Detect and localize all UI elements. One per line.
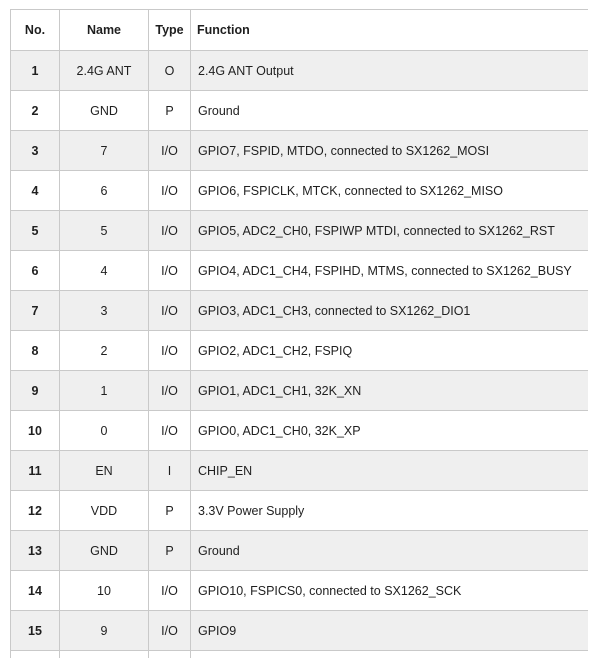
- cell-type: I/O: [149, 291, 191, 331]
- cell-type: P: [149, 91, 191, 131]
- cell-type: P: [149, 531, 191, 571]
- cell-type: I/O: [149, 571, 191, 611]
- cell-name: 7: [60, 131, 149, 171]
- cell-type: P: [149, 491, 191, 531]
- cell-no: 2: [11, 91, 60, 131]
- cell-function: GPIO10, FSPICS0, connected to SX1262_SCK: [191, 571, 589, 611]
- cell-no: 15: [11, 611, 60, 651]
- cell-name: EN: [60, 451, 149, 491]
- table-row: [11, 131, 589, 171]
- table-header-row: [11, 10, 589, 51]
- table-row: [11, 491, 589, 531]
- cell-function: GPIO3, ADC1_CH3, connected to SX1262_DIO1: [191, 291, 589, 331]
- cell-name: 4: [60, 251, 149, 291]
- cell-function: GPIO1, ADC1_CH1, 32K_XN: [191, 371, 589, 411]
- cell-no: [11, 651, 60, 658]
- cell-type: I/O: [149, 131, 191, 171]
- cell-type: I/O: [149, 411, 191, 451]
- cell-no: 12: [11, 491, 60, 531]
- cell-name: 1: [60, 371, 149, 411]
- cell-no: 13: [11, 531, 60, 571]
- cell-no: 7: [11, 291, 60, 331]
- cell-type: I/O: [149, 371, 191, 411]
- cell-name: 0: [60, 411, 149, 451]
- cell-no: 10: [11, 411, 60, 451]
- header-type: Type: [149, 10, 191, 51]
- cell-name: VDD: [60, 491, 149, 531]
- cell-no: 14: [11, 571, 60, 611]
- header-no: No.: [11, 10, 60, 51]
- cell-type: I/O: [149, 611, 191, 651]
- cell-name: 2: [60, 331, 149, 371]
- cell-function: GPIO5, ADC2_CH0, FSPIWP MTDI, connected to SX1262_RST: [191, 211, 589, 251]
- cell-name: 10: [60, 571, 149, 611]
- header-function: Function: [191, 10, 589, 51]
- cell-function: GPIO7, FSPID, MTDO, connected to SX1262_MOSI: [191, 131, 589, 171]
- table-row: [11, 91, 589, 131]
- cell-function: 2.4G ANT Output: [191, 51, 589, 91]
- cell-name: [60, 651, 149, 658]
- cell-function: Ground: [191, 91, 589, 131]
- table-row: [11, 171, 589, 211]
- cell-name: 3: [60, 291, 149, 331]
- cell-type: O: [149, 51, 191, 91]
- cell-function: GPIO4, ADC1_CH4, FSPIHD, MTMS, connected to SX1262_BUSY: [191, 251, 589, 291]
- cell-name: GND: [60, 91, 149, 131]
- table-row: [11, 211, 589, 251]
- cell-name: 6: [60, 171, 149, 211]
- table-row: [11, 651, 589, 658]
- cell-name: GND: [60, 531, 149, 571]
- cell-function: [191, 651, 589, 658]
- cell-type: I/O: [149, 171, 191, 211]
- cell-name: 5: [60, 211, 149, 251]
- cell-type: I/O: [149, 331, 191, 371]
- cell-type: I: [149, 451, 191, 491]
- cell-no: 11: [11, 451, 60, 491]
- table-row: [11, 571, 589, 611]
- table-row: [11, 331, 589, 371]
- cell-function: Ground: [191, 531, 589, 571]
- cell-function: GPIO2, ADC1_CH2, FSPIQ: [191, 331, 589, 371]
- cell-function: 3.3V Power Supply: [191, 491, 589, 531]
- cell-type: I/O: [149, 211, 191, 251]
- cell-no: 3: [11, 131, 60, 171]
- table-row: [11, 291, 589, 331]
- table-row: [11, 51, 589, 91]
- cell-no: 1: [11, 51, 60, 91]
- header-name: Name: [60, 10, 149, 51]
- table-row: [11, 531, 589, 571]
- pin-definition-table: [10, 9, 588, 658]
- table-body: [11, 51, 589, 658]
- cell-no: 4: [11, 171, 60, 211]
- table-row: [11, 411, 589, 451]
- cell-function: GPIO9: [191, 611, 589, 651]
- cell-type: [149, 651, 191, 658]
- cell-no: 9: [11, 371, 60, 411]
- table-row: [11, 251, 589, 291]
- cell-name: 9: [60, 611, 149, 651]
- cell-no: 8: [11, 331, 60, 371]
- cell-type: I/O: [149, 251, 191, 291]
- cell-no: 5: [11, 211, 60, 251]
- table-row: [11, 611, 589, 651]
- cell-name: 2.4G ANT: [60, 51, 149, 91]
- cell-no: 6: [11, 251, 60, 291]
- table-row: [11, 451, 589, 491]
- pin-table-container: [10, 9, 588, 658]
- cell-function: CHIP_EN: [191, 451, 589, 491]
- cell-function: GPIO6, FSPICLK, MTCK, connected to SX1262_MISO: [191, 171, 589, 211]
- table-row: [11, 371, 589, 411]
- cell-function: GPIO0, ADC1_CH0, 32K_XP: [191, 411, 589, 451]
